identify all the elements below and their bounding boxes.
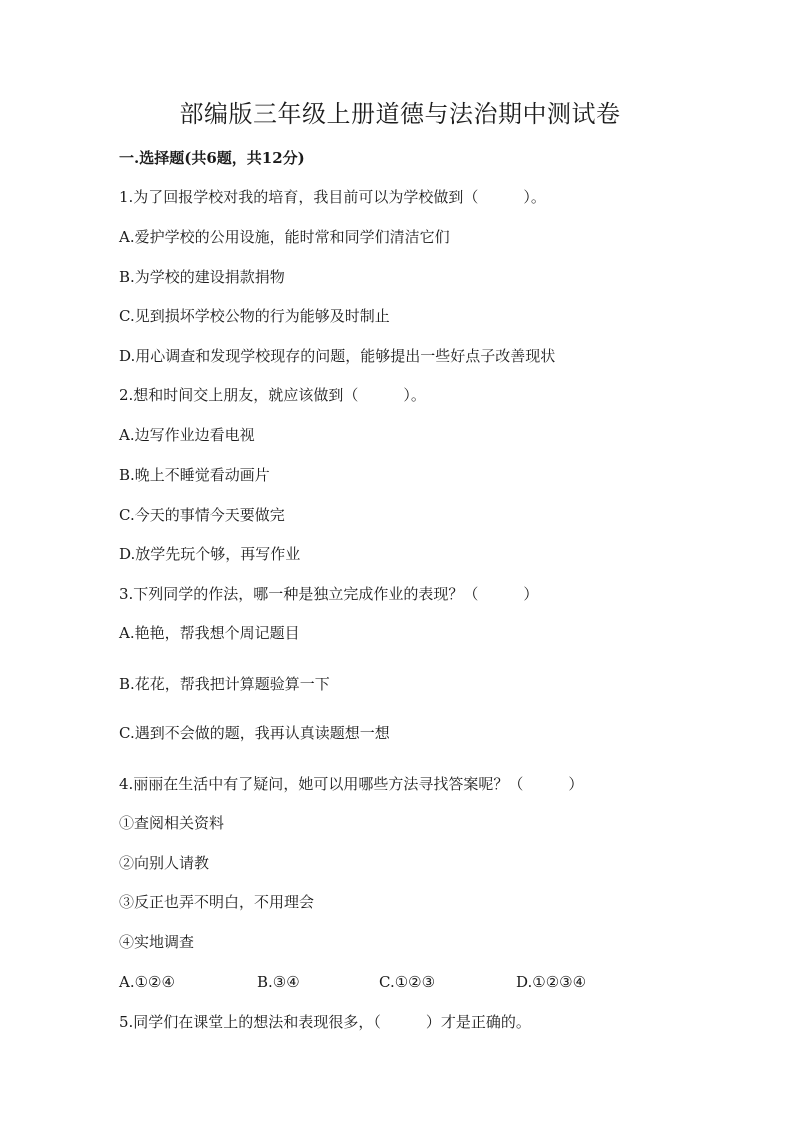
question-1-stem: 1.为了回报学校对我的培育，我目前可以为学校做到（ ）。 — [119, 188, 546, 206]
question-4-item-1: ①查阅相关资料 — [119, 814, 225, 832]
question-4-stem: 4.丽丽在生活中有了疑问，她可以用哪些方法寻找答案呢？（ ） — [119, 775, 584, 793]
question-4-item-2: ②向别人请教 — [119, 854, 210, 872]
question-2-option-c: C.今天的事情今天要做完 — [119, 506, 285, 524]
question-3-option-c: C.遇到不会做的题，我再认真读题想一想 — [119, 724, 390, 742]
question-4-option-a: A.①②④ — [119, 973, 175, 991]
question-1-option-c: C.见到损坏学校公物的行为能够及时制止 — [119, 307, 390, 325]
question-4-option-c: C.①②③ — [379, 973, 436, 991]
question-4-item-4: ④实地调查 — [119, 933, 195, 951]
question-3-option-b: B.花花，帮我把计算题验算一下 — [119, 675, 330, 693]
question-5-stem: 5.同学们在课堂上的想法和表现很多，（ ）才是正确的。 — [119, 1013, 531, 1031]
section-heading: 一.选择题(共6题，共12分) — [119, 149, 305, 167]
question-1-option-d: D.用心调查和发现学校现存的问题，能够提出一些好点子改善现状 — [119, 347, 556, 365]
question-1-option-a: A.爱护学校的公用设施，能时常和同学们清洁它们 — [119, 228, 450, 246]
question-2-option-b: B.晚上不睡觉看动画片 — [119, 466, 270, 484]
question-1-option-b: B.为学校的建设捐款捐物 — [119, 268, 285, 286]
exam-title: 部编版三年级上册道德与法治期中测试卷 — [179, 100, 621, 128]
question-4-option-b: B.③④ — [257, 973, 300, 991]
question-3-stem: 3.下列同学的作法，哪一种是独立完成作业的表现？（ ） — [119, 585, 539, 603]
question-2-option-a: A.边写作业边看电视 — [119, 426, 255, 444]
question-4-option-d: D.①②③④ — [516, 973, 587, 991]
question-2-option-d: D.放学先玩个够，再写作业 — [119, 545, 301, 563]
question-3-option-a: A.艳艳，帮我想个周记题目 — [119, 624, 300, 642]
question-4-item-3: ③反正也弄不明白，不用理会 — [119, 893, 315, 911]
question-2-stem: 2.想和时间交上朋友，就应该做到（ ）。 — [119, 386, 426, 404]
